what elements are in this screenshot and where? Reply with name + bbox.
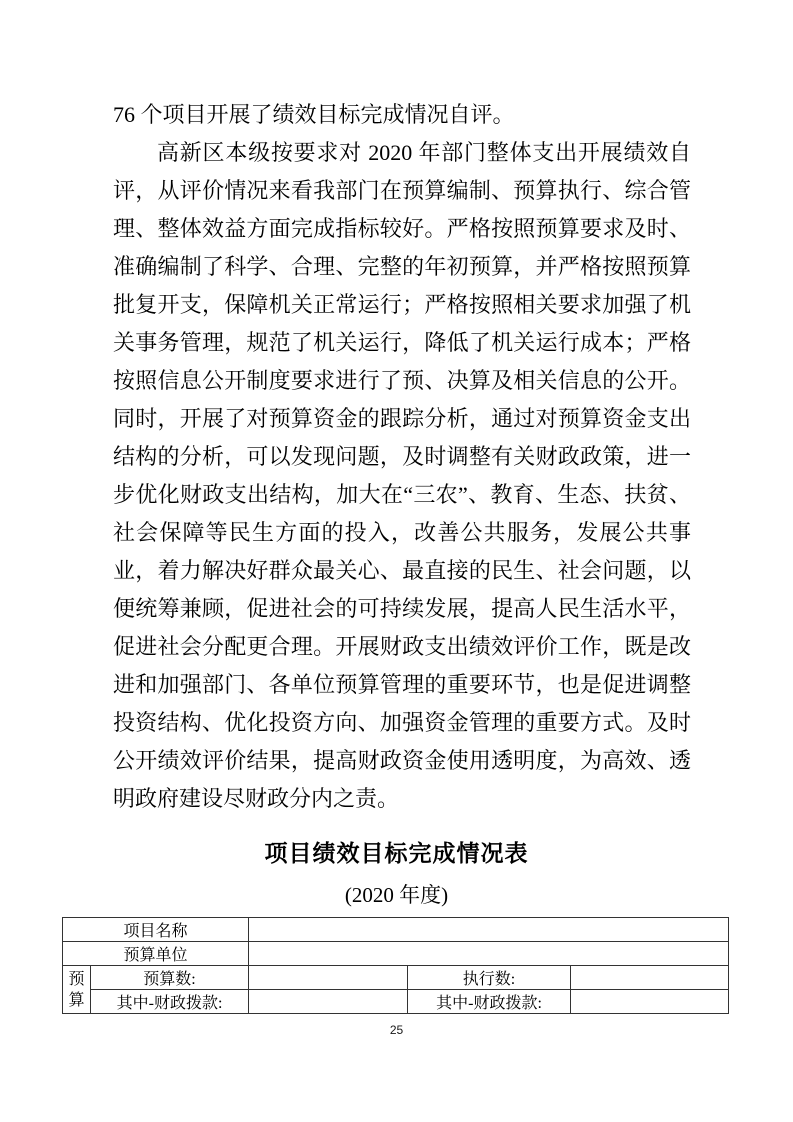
table-row	[63, 918, 729, 942]
table-row	[63, 942, 729, 966]
project-name-label: 项目名称	[63, 918, 249, 942]
project-name-value	[249, 918, 729, 942]
table-row	[63, 990, 729, 1014]
table-row	[63, 966, 729, 990]
performance-target-table	[62, 917, 729, 1014]
body-text	[113, 96, 691, 818]
execution-amount-label: 执行数:	[408, 966, 571, 990]
budget-fiscal-allocation-label: 其中-财政拨款:	[91, 990, 249, 1014]
table-heading	[0, 840, 793, 907]
budget-unit-value	[249, 942, 729, 966]
execution-fiscal-allocation-label: 其中-财政拨款:	[408, 990, 571, 1014]
table-title: 项目绩效目标完成情况表	[264, 840, 529, 866]
execution-amount-value	[571, 966, 729, 990]
table-subtitle: (2020 年度)	[344, 883, 449, 907]
budget-unit-label: 预算单位	[63, 942, 249, 966]
page-number: 25	[389, 1023, 404, 1037]
paragraph-continuation: 76 个项目开展了绩效目标完成情况自评。	[113, 102, 515, 127]
budget-group-label: 预算	[63, 966, 91, 1014]
budget-amount-value	[249, 966, 408, 990]
paragraph-self-evaluation: 高新区本级按要求对 2020 年部门整体支出开展绩效自评，从评价情况来看我部门在预算编制、预算执行、综合管理、整体效益方面完成指标较好。严格按照预算要求及时、准确编制了科学、合理、完整的年初预算，并严格按照预算批复开支，保障机关正常运行；严格按照相关要求加强了机关事务管理，规范了机关运行，降低了机关运行成本；严格按照信息公开制度要求进行了预、决算及相关信息的公开。同时，开展了对预算资金的跟踪分析，通过对预算资金支出结构的分析，可以发现问题，及时调整有关财政政策，进一步优化财政支出结构，加大在“三农”、教育、生态、扶贫、社会保障等民生方面的投入，改善公共服务，发展公共事业，着力解决好群众最关心、最直接的民生、社会问题，以便统筹兼顾，促进社会的可持续发展，提高人民生活水平，促进社会分配更合理。开展财政支出绩效评价工作，既是改进和加强部门、各单位预算管理的重要环节，也是促进调整投资结构、优化投资方向、加强资金管理的重要方式。及时公开绩效评价结果，提高财政资金使用透明度，为高效、透明政府建设尽财政分内之责。	[113, 140, 691, 811]
budget-amount-label: 预算数:	[91, 966, 249, 990]
execution-fiscal-allocation-value	[571, 990, 729, 1014]
budget-fiscal-allocation-value	[249, 990, 408, 1014]
